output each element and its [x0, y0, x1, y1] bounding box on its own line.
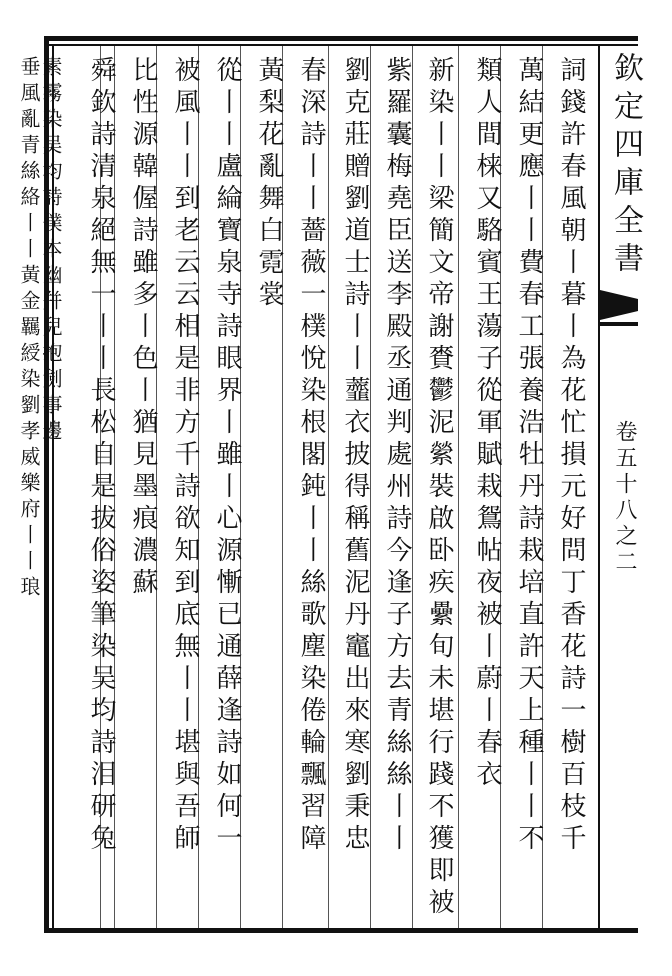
text-column-5: 紫羅囊梅堯臣送李殿丞通判處州詩今逢子方去青絲絲丨丨	[382, 56, 412, 856]
fishtail-mark	[600, 290, 638, 320]
text-column-14: 垂風亂青絲絡丨丨黃金羈綬染劉孝威樂府丨丨琅	[17, 56, 41, 602]
frame-right-border	[598, 44, 600, 928]
frame-bottom-border	[44, 928, 638, 933]
column-rule	[458, 46, 459, 928]
text-column-8: 黃梨花亂舞白霓裳	[254, 56, 284, 312]
text-column-6: 劉克莊贈劉道士詩丨丨虀衣披得稱舊泥丹竈出來寒劉秉忠	[340, 56, 370, 856]
text-column-4: 新染丨丨梁簡文帝謝賚鬱泥縈裝啟卧疾纍旬未堪行踐不獲即被	[424, 56, 454, 920]
fishtail-bar	[600, 322, 638, 326]
text-column-12: 舜欽詩清泉絕無一丨丨長松自是拔俗姿筆染吴均詩泪研兔	[86, 56, 116, 856]
text-column-1: 詞錢許春風朝丨暮丨為花忙損元好問丁香花詩一樹百枝千	[556, 56, 586, 856]
text-column-2: 萬結更應丨丨費春工張養浩牡丹詩栽培直許天上種丨丨不	[514, 56, 544, 856]
text-column-13: 素霧染吴均詩僕本幽幷兒抱劍事邊	[39, 56, 63, 446]
text-column-10: 被風丨丨到老云云相是非方千詩欲知到底無丨丨堪與吾師	[170, 56, 200, 856]
text-column-7: 春深詩丨丨薔薇一樸悅染根閣鈍丨丨絲歌塵染倦輪飄習障	[296, 56, 326, 856]
margin-book-title: 欽定四庫全書	[608, 52, 643, 280]
text-column-3: 類人間梾又駱賓王蕩子從軍賦栽鴛帖夜被丨蔚丨春衣	[472, 56, 502, 792]
text-column-9: 從丨丨盧綸寶泉寺詩眼界丨雖丨心源慚已通薛逢詩如何一	[212, 56, 242, 856]
frame-top-border	[44, 36, 638, 41]
margin-volume-label: 卷五十八之二	[612, 420, 637, 576]
text-column-11: 比性源韓偓詩雖多丨色丨猶見墨痕濃蘇	[128, 56, 158, 600]
frame-top-inner-border	[44, 44, 638, 46]
